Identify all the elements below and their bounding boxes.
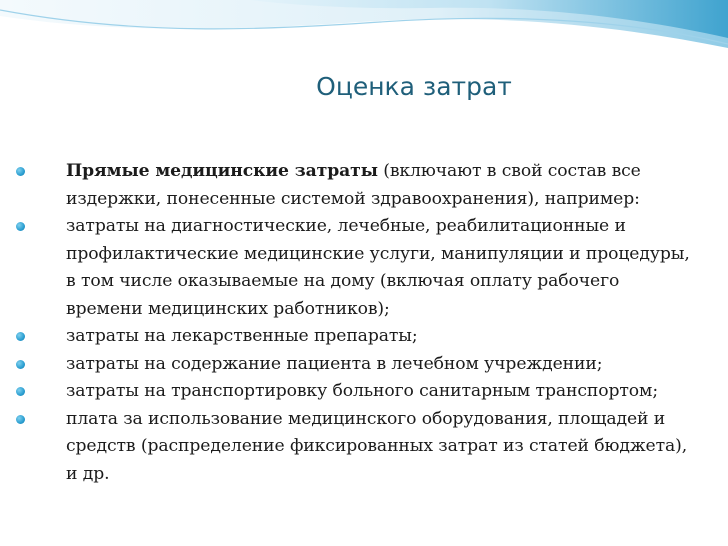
bullet-text: (включают в свой состав все издержки, понесенные системой здравоохранения), например:	[66, 161, 641, 209]
bullet-dot-icon	[16, 222, 25, 231]
bullet-dot-icon	[16, 360, 25, 369]
bullet-item-drugs	[14, 323, 694, 351]
slide-title: Оценка затрат	[316, 72, 512, 101]
bullet-dot-icon	[16, 332, 25, 341]
bullet-list	[14, 158, 694, 488]
bullet-text: затраты на диагностические, лечебные, реабилитационные и профилактические медицинские услуги, манипуляции и процедуры, в том числе оказываемые на дому (включая оплату рабочего времени медицинских работников);	[66, 216, 690, 319]
bullet-text: затраты на транспортировку больного санитарным транспортом;	[66, 381, 659, 401]
bullet-item-patient-upkeep	[14, 351, 694, 379]
bullet-dot-icon	[16, 387, 25, 396]
bullet-item-transport	[14, 378, 694, 406]
bullet-item-diagnostic	[14, 213, 694, 323]
bullet-item-direct-costs	[14, 158, 694, 213]
bullet-bold-text: Прямые медицинские затраты	[66, 161, 378, 181]
header-wave-decoration	[0, 0, 728, 70]
bullet-dot-icon	[16, 415, 25, 424]
bullet-text: затраты на содержание пациента в лечебном учреждении;	[66, 353, 603, 374]
bullet-text: плата за использование медицинского оборудования, площадей и средств (распределение фиксированных затрат из статей бюджета), и др.	[66, 408, 688, 484]
bullet-text: затраты на лекарственные препараты;	[66, 326, 418, 346]
bullet-item-equipment	[14, 406, 694, 489]
bullet-dot-icon	[16, 167, 25, 176]
